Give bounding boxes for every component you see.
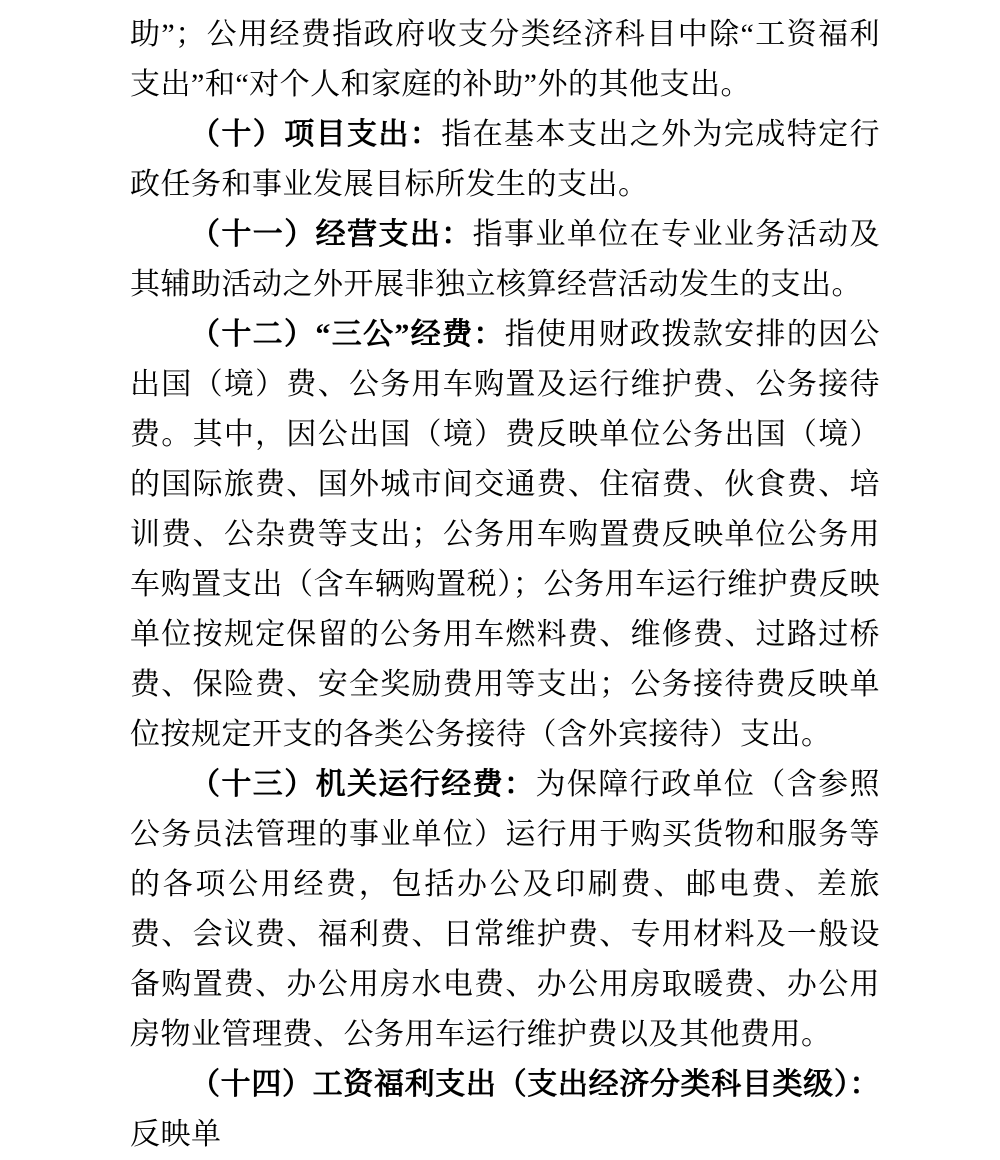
paragraph-lead: （十二）“三公”经费： [190, 318, 505, 351]
paragraph-body: 反映单 [130, 1118, 222, 1151]
paragraph-lead: （十四）工资福利支出（支出经济分类科目类级）： [190, 1068, 880, 1101]
paragraph-lead: （十三）机关运行经费： [190, 768, 536, 801]
paragraph-body: 指使用财政拨款安排的因公出国（境）费、公务用车购置及运行维护费、公务接待费。其中，因公出国（境）费反映单位公务出国（境）的国际旅费、国外城市间交通费、住宿费、伙食费、培训费、公杂费等支出；公务用车购置费反映单位公务用车购置支出（含车辆购置税）；公务用车运行维护费反映单位按规定保留的公务用车燃料费、维修费、过路过桥费、保险费、安全奖励费用等支出；公务接待费反映单位按规定开支的各类公务接待（含外宾接待）支出。 [130, 318, 880, 751]
paragraph-body: 助”；公用经费指政府收支分类经济科目中除“工资福利支出”和“对个人和家庭的补助”外的其他支出。 [130, 18, 880, 101]
document-content [130, 10, 880, 1160]
paragraph [130, 10, 880, 110]
paragraph-body: 为保障行政单位（含参照公务员法管理的事业单位）运行用于购买货物和服务等的各项公用经费，包括办公及印刷费、邮电费、差旅费、会议费、福利费、日常维护费、专用材料及一般设备购置费、办公用房水电费、办公用房取暖费、办公用房物业管理费、公务用车运行维护费以及其他费用。 [130, 768, 881, 1051]
paragraph-lead: （十一）经营支出： [190, 218, 473, 251]
paragraph [130, 210, 880, 310]
paragraph [130, 760, 880, 1060]
paragraph-body: 指事业单位在专业业务活动及其辅助活动之外开展非独立核算经营活动发生的支出。 [130, 218, 881, 301]
paragraph [130, 1060, 880, 1160]
paragraph [130, 110, 880, 210]
paragraph-lead: （十）项目支出： [190, 118, 442, 151]
paragraph-body: 指在基本支出之外为完成特定行政任务和事业发展目标所发生的支出。 [130, 118, 881, 201]
paragraph [130, 310, 880, 760]
